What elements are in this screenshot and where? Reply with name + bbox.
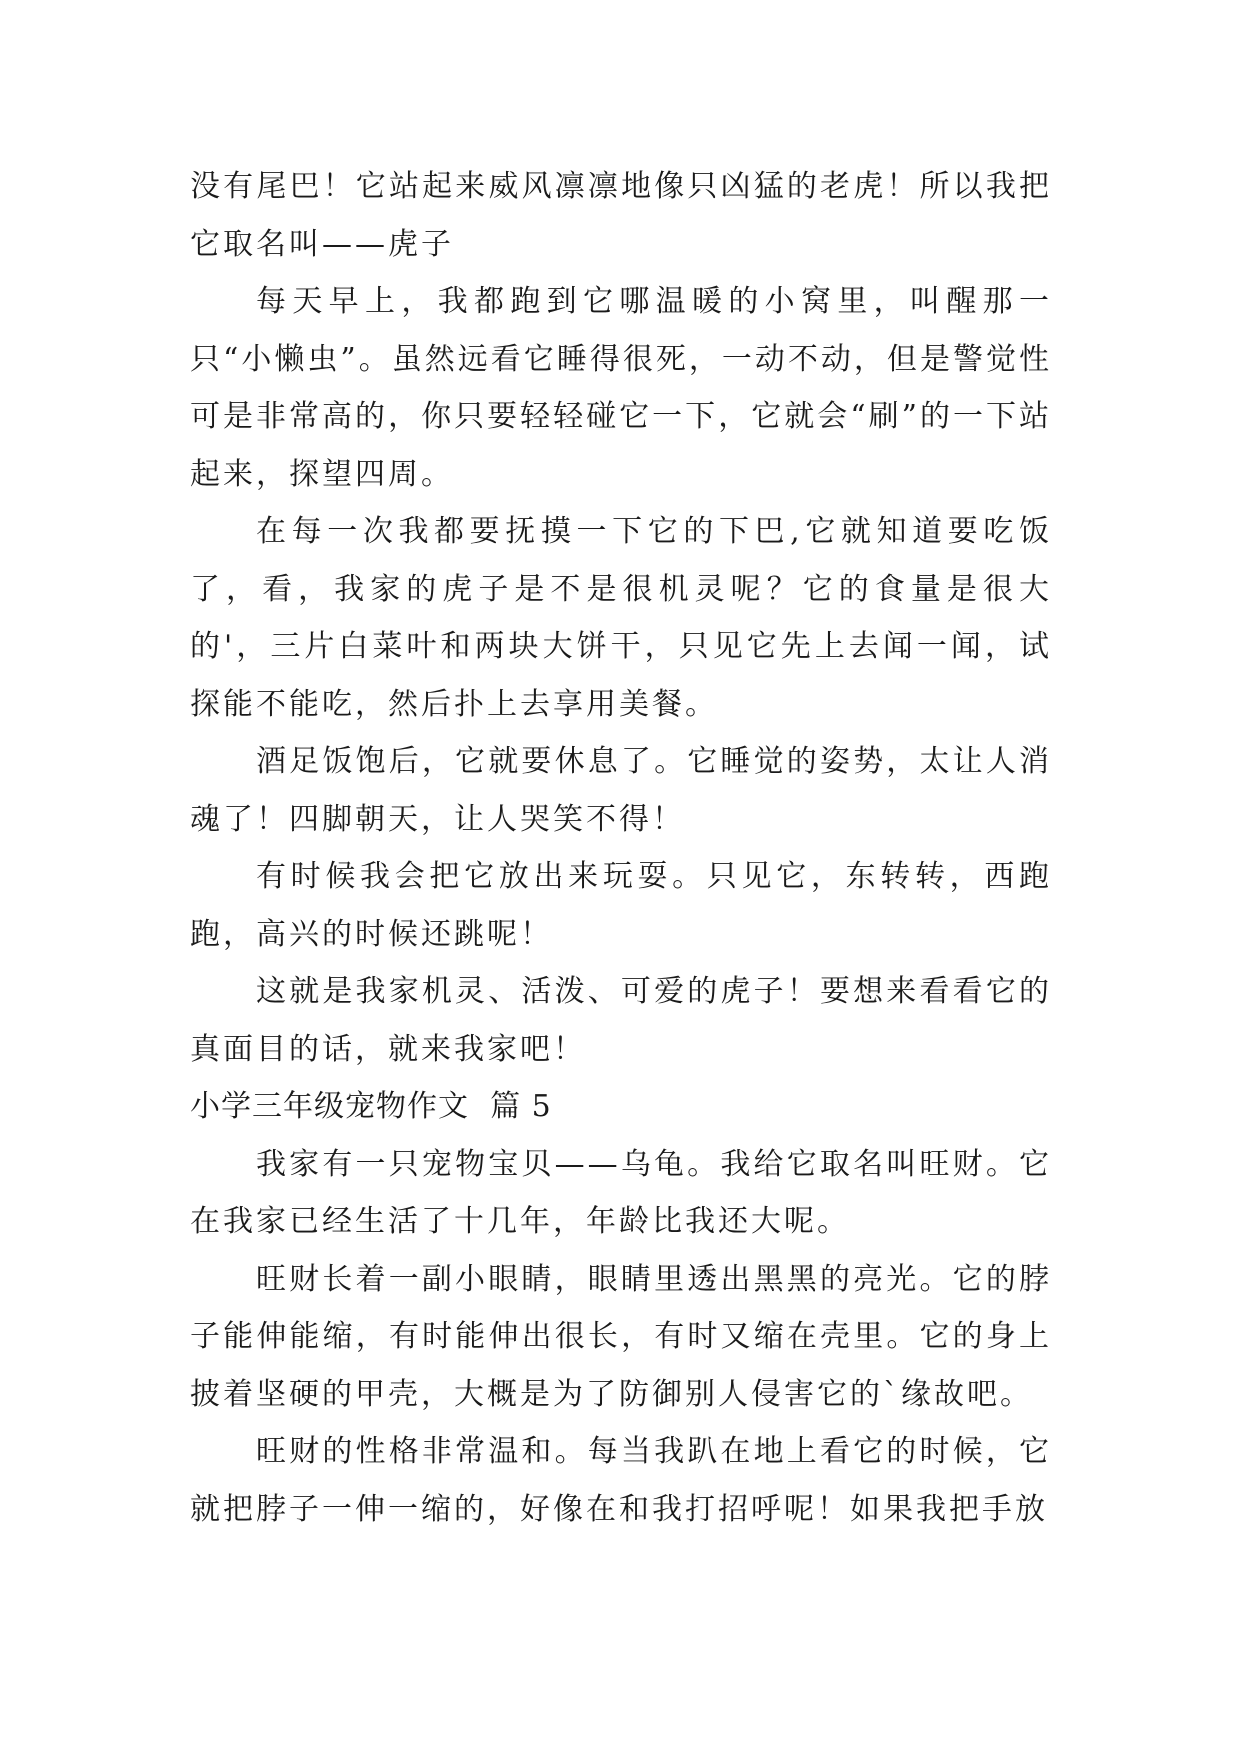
paragraph-7: 我家有一只宠物宝贝——乌龟。我给它取名叫旺财。它在我家已经生活了十几年，年龄比我还大呢。 (190, 1146, 1052, 1239)
paragraph-8: 旺财长着一副小眼睛，眼睛里透出黑黑的亮光。它的脖子能伸能缩，有时能伸出很长，有时又缩在壳里。它的身上披着坚硬的甲壳，大概是为了防御别人侵害它的`缘故吧。 (190, 1261, 1052, 1412)
paragraph-1: 没有尾巴！它站起来威风凛凛地像只凶猛的老虎！所以我把它取名叫——虎子 (190, 169, 1052, 262)
paragraph-5: 有时候我会把它放出来玩耍。只见它，东转转，西跑跑，高兴的时候还跳呢！ (190, 859, 1052, 952)
paragraph-4: 酒足饭饱后，它就要休息了。它睡觉的姿势，太让人消魂了！四脚朝天，让人哭笑不得！ (190, 744, 1052, 837)
paragraph-2: 每天早上，我都跑到它哪温暖的小窝里，叫醒那一只“小懒虫”。虽然远看它睡得很死，一动不动，但是警觉性可是非常高的，你只要轻轻碰它一下，它就会“刷”的一下站起来，探望四周。 (190, 284, 1052, 492)
paragraph-9: 旺财的性格非常温和。每当我趴在地上看它的时候，它就把脖子一伸一缩的，好像在和我打招呼呢！如果我把手放 (190, 1434, 1052, 1527)
paragraph-6: 这就是我家机灵、活泼、可爱的虎子！要想来看看它的真面目的话，就来我家吧！ (190, 974, 1052, 1067)
section-heading: 小学三年级宠物作文 篇 5 (190, 1089, 552, 1124)
document-page (190, 158, 1052, 1538)
paragraph-3: 在每一次我都要抚摸一下它的下巴,它就知道要吃饭了，看，我家的虎子是不是很机灵呢？它的食量是很大的'，三片白菜叶和两块大饼干，只见它先上去闻一闻，试探能不能吃，然后扑上去享用美餐。 (190, 514, 1052, 722)
